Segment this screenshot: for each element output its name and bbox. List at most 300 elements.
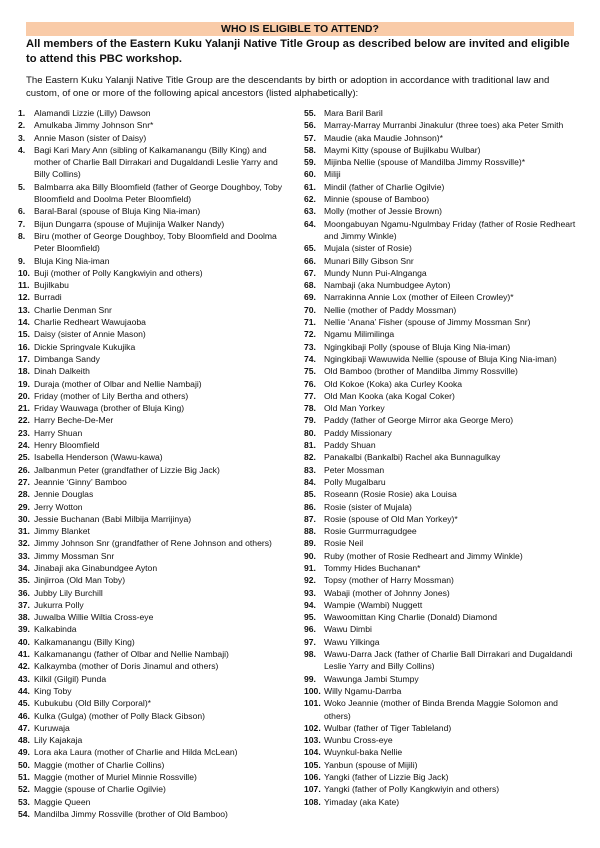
- item-number: 106.: [304, 772, 321, 783]
- ancestor-list-item: [304, 193, 584, 205]
- ancestor-name: Mandilba Jimmy Rossville (brother of Old Bamboo): [34, 808, 228, 819]
- ancestor-name: Minnie (spouse of Bamboo): [324, 194, 430, 205]
- ancestor-name: Lily Kajakaja: [34, 735, 83, 746]
- item-number: 23.: [18, 427, 30, 438]
- ancestor-list-right: [304, 107, 584, 808]
- item-number: 90.: [304, 550, 316, 561]
- ancestor-name: Rosie (spouse of Old Man Yorkey)*: [324, 513, 458, 524]
- item-number: 27.: [18, 476, 30, 487]
- ancestor-list-item: [304, 353, 584, 365]
- ancestor-list-item: [18, 144, 294, 181]
- ancestor-list-item: [18, 304, 294, 316]
- ancestor-name: Buji (mother of Polly Kangkwiyin and others): [34, 267, 203, 278]
- item-number: 88.: [304, 526, 316, 537]
- ancestor-name: Jinabaji aka Ginabundgee Ayton: [34, 562, 158, 573]
- item-number: 4.: [18, 144, 26, 155]
- ancestor-list-item: [304, 796, 584, 808]
- ancestor-name: Jimmy Mossman Snr: [34, 550, 115, 561]
- item-number: 30.: [18, 513, 30, 524]
- item-number: 41.: [18, 649, 30, 660]
- item-number: 13.: [18, 304, 30, 315]
- ancestor-name: Maggie Queen: [34, 796, 91, 807]
- ancestor-list-item: [18, 390, 294, 402]
- ancestor-name: Yanbun (spouse of Mijili): [324, 759, 418, 770]
- ancestor-list-item: [18, 746, 294, 758]
- ancestor-list-item: [304, 316, 584, 328]
- ancestor-name: Bagi Kari Mary Ann (sibling of Kalkamanangu (Billy King) and mother of Charlie Ball Dirrakari and Dugaldandi Leslie Yarry and Billy Collins): [34, 144, 278, 180]
- ancestor-list-item: [304, 378, 584, 390]
- item-number: 76.: [304, 378, 316, 389]
- item-number: 87.: [304, 513, 316, 524]
- ancestor-name: Woko Jeannie (mother of Binda Brenda Maggie Solomon and others): [324, 698, 558, 721]
- item-number: 47.: [18, 722, 30, 733]
- ancestor-list-item: [304, 242, 584, 254]
- ancestor-name: Narrakinna Annie Lox (mother of Eileen Crowley)*: [324, 292, 514, 303]
- ancestor-name: Maggie (mother of Muriel Minnie Rossville): [34, 772, 197, 783]
- item-number: 79.: [304, 415, 316, 426]
- ancestor-list-item: [304, 144, 584, 156]
- ancestor-list-item: [18, 587, 294, 599]
- ancestor-list-item: [18, 550, 294, 562]
- ancestor-list-item: [304, 611, 584, 623]
- item-number: 85.: [304, 489, 316, 500]
- item-number: 99.: [304, 673, 316, 684]
- item-number: 40.: [18, 636, 30, 647]
- invitation-statement: All members of the Eastern Kuku Yalanji Native Title Group as described below are invited and eligible to attend this PBC workshop.: [26, 38, 570, 65]
- item-number: 97.: [304, 636, 316, 647]
- item-number: 59.: [304, 157, 316, 168]
- item-number: 93.: [304, 587, 316, 598]
- ancestor-name: Ngingkibaji Wawuwida Nellie (spouse of Bluja King Nia-iman): [324, 353, 557, 364]
- ancestor-list-item: [18, 378, 294, 390]
- ancestor-list-item: [304, 623, 584, 635]
- ancestor-name: Mundy Nunn Pui-Alnganga: [324, 267, 427, 278]
- item-number: 80.: [304, 427, 316, 438]
- ancestor-name: Isabella Henderson (Wawu-kawa): [34, 452, 163, 463]
- item-number: 56.: [304, 120, 316, 131]
- item-number: 52.: [18, 784, 30, 795]
- ancestor-list-item: [18, 279, 294, 291]
- ancestor-name: Harry Shuan: [34, 427, 83, 438]
- ancestor-name: Rosie Neil: [324, 538, 364, 549]
- item-number: 31.: [18, 526, 30, 537]
- ancestor-list-item: [304, 722, 584, 734]
- ancestor-name: Wawu Dimbi: [324, 624, 372, 635]
- item-number: 24.: [18, 440, 30, 451]
- ancestor-list-item: [304, 562, 584, 574]
- item-number: 21.: [18, 403, 30, 414]
- ancestor-list-item: [18, 685, 294, 697]
- ancestor-list-item: [18, 451, 294, 463]
- ancestor-list-item: [304, 574, 584, 586]
- ancestor-list-item: [18, 402, 294, 414]
- item-number: 28.: [18, 489, 30, 500]
- ancestor-name: Maymi Kitty (spouse of Bujilkabu Wulbar): [324, 144, 481, 155]
- ancestor-name: Willy Ngamu-Darrba: [324, 685, 402, 696]
- ancestor-list-item: [18, 316, 294, 328]
- ancestor-name: Daisy (sister of Annie Mason): [34, 329, 146, 340]
- item-number: 29.: [18, 501, 30, 512]
- ancestor-list-item: [304, 168, 584, 180]
- ancestor-name: Juwalba Willie Wiltia Cross-eye: [34, 612, 154, 623]
- item-number: 84.: [304, 476, 316, 487]
- ancestor-name: Alamandi Lizzie (Lilly) Dawson: [34, 108, 151, 118]
- ancestor-list-item: [18, 119, 294, 131]
- ancestor-name: Yangki (father of Lizzie Big Jack): [324, 772, 449, 783]
- item-number: 89.: [304, 538, 316, 549]
- item-number: 86.: [304, 501, 316, 512]
- ancestor-list-item: [304, 132, 584, 144]
- item-number: 1.: [18, 108, 26, 118]
- ancestor-name: Duraja (mother of Olbar and Nellie Nambaji): [34, 378, 202, 389]
- ancestor-list-item: [304, 771, 584, 783]
- item-number: 50.: [18, 759, 30, 770]
- ancestor-list-item: [18, 537, 294, 549]
- ancestor-name: Bujilkabu: [34, 280, 69, 291]
- item-number: 81.: [304, 440, 316, 451]
- item-number: 55.: [304, 108, 316, 118]
- ancestor-name: Wawunga Jambi Stumpy: [324, 673, 419, 684]
- item-number: 83.: [304, 464, 316, 475]
- ancestor-name: Ngingkibaji Polly (spouse of Bluja King Nia-iman): [324, 341, 511, 352]
- ancestor-list-item: [18, 611, 294, 623]
- ancestor-name: Nellie (mother of Paddy Mossman): [324, 304, 457, 315]
- ancestor-name: Ngamu Milimilinga: [324, 329, 395, 340]
- ancestor-name: Amulkaba Jimmy Johnson Snr*: [34, 120, 154, 131]
- ancestor-list-item: [304, 427, 584, 439]
- item-number: 46.: [18, 710, 30, 721]
- ancestor-name: King Toby: [34, 685, 72, 696]
- ancestor-list-item: [18, 648, 294, 660]
- ancestor-list-item: [304, 390, 584, 402]
- ancestor-name: Wuynkul-baka Nellie: [324, 747, 403, 758]
- ancestor-name: Jeannie ‘Ginny’ Bamboo: [34, 476, 127, 487]
- ancestor-list-item: [304, 501, 584, 513]
- item-number: 98.: [304, 649, 316, 660]
- item-number: 45.: [18, 698, 30, 709]
- item-number: 9.: [18, 255, 26, 266]
- ancestor-name: Wampie (Wambi) Nuggett: [324, 599, 423, 610]
- ancestor-list-item: [304, 156, 584, 168]
- ancestor-list-item: [18, 759, 294, 771]
- item-number: 51.: [18, 772, 30, 783]
- item-number: 48.: [18, 735, 30, 746]
- ancestor-name: Kalkamanangu (father of Olbar and Nellie Nambaji): [34, 649, 229, 660]
- ancestor-name: Paddy (father of George Mirror aka George Mero): [324, 415, 514, 426]
- ancestor-list-item: [304, 746, 584, 758]
- ancestor-name: Mindil (father of Charlie Ogilvie): [324, 181, 445, 192]
- ancestor-list-item: [18, 599, 294, 611]
- ancestor-list-item: [304, 464, 584, 476]
- ancestor-list-item: [304, 734, 584, 746]
- ancestor-name: Kubukubu (Old Billy Corporal)*: [34, 698, 152, 709]
- item-number: 14.: [18, 317, 30, 328]
- ancestor-list-item: [18, 181, 294, 206]
- ancestor-name: Rosie Gurrmurragudgee: [324, 526, 417, 537]
- ancestor-list-item: [18, 255, 294, 267]
- ancestor-name: Munari Billy Gibson Snr: [324, 255, 414, 266]
- ancestor-name: Jukurra Polly: [34, 599, 84, 610]
- ancestor-list-item: [18, 562, 294, 574]
- item-number: 69.: [304, 292, 316, 303]
- item-number: 6.: [18, 206, 26, 217]
- ancestor-list-item: [18, 107, 294, 119]
- ancestor-list-item: [18, 341, 294, 353]
- ancestor-name: Panakalbi (Bankalbi) Rachel aka Bunnagulkay: [324, 452, 501, 463]
- ancestor-list-item: [18, 673, 294, 685]
- ancestor-name: Friday Wauwaga (brother of Bluja King): [34, 403, 185, 414]
- ancestor-name: Balmbarra aka Billy Bloomfield (father of George Doughboy, Toby Bloomfield and Doolma Peter Bloomfield): [34, 181, 283, 205]
- item-number: 103.: [304, 735, 321, 746]
- ancestor-list-item: [304, 648, 584, 673]
- item-number: 17.: [18, 353, 30, 364]
- item-number: 104.: [304, 747, 321, 758]
- ancestor-name: Old Bamboo (brother of Mandilba Jimmy Rossville): [324, 366, 518, 377]
- item-number: 67.: [304, 267, 316, 278]
- ancestor-list-item: [18, 328, 294, 340]
- ancestor-name: Maggie (mother of Charlie Collins): [34, 759, 165, 770]
- item-number: 33.: [18, 550, 30, 561]
- item-number: 18.: [18, 366, 30, 377]
- ancestor-name: Ruby (mother of Rosie Redheart and Jimmy Winkle): [324, 550, 523, 561]
- ancestor-list-item: [18, 513, 294, 525]
- item-number: 71.: [304, 317, 316, 328]
- item-number: 36.: [18, 587, 30, 598]
- ancestor-name: Topsy (mother of Harry Mossman): [324, 575, 454, 586]
- ancestor-name: Charlie Redheart Wawujaoba: [34, 317, 146, 328]
- ancestor-name: Jinjirroa (Old Man Toby): [34, 575, 126, 586]
- ancestor-list-item: [304, 550, 584, 562]
- ancestor-name: Maudie (aka Maudie Johnson)*: [324, 132, 443, 143]
- item-number: 35.: [18, 575, 30, 586]
- item-number: 61.: [304, 181, 316, 192]
- ancestor-list-item: [304, 439, 584, 451]
- item-number: 96.: [304, 624, 316, 635]
- ancestor-name: Wawoomittan King Charlie (Donald) Diamond: [324, 612, 498, 623]
- ancestor-name: Marray-Marray Murranbi Jinakulur (three toes) aka Peter Smith: [324, 120, 564, 131]
- ancestor-list-item: [304, 304, 584, 316]
- ancestor-list-item: [18, 636, 294, 648]
- ancestor-list-item: [304, 279, 584, 291]
- item-number: 107.: [304, 784, 321, 795]
- ancestor-name: Baral-Baral (spouse of Bluja King Nia-iman): [34, 206, 201, 217]
- ancestor-list-item: [304, 488, 584, 500]
- ancestor-name: Bluja King Nia-iman: [34, 255, 110, 266]
- item-number: 10.: [18, 267, 30, 278]
- ancestor-list-item: [18, 353, 294, 365]
- ancestor-name: Yimaday (aka Kate): [324, 796, 400, 807]
- ancestor-name: Jessie Buchanan (Babi Milbija Marrijinya): [34, 513, 192, 524]
- item-number: 22.: [18, 415, 30, 426]
- item-number: 75.: [304, 366, 316, 377]
- ancestor-list-item: [18, 365, 294, 377]
- ancestor-list-item: [18, 439, 294, 451]
- ancestor-name: Dinah Dalkeith: [34, 366, 90, 377]
- item-number: 54.: [18, 808, 30, 819]
- item-number: 43.: [18, 673, 30, 684]
- group-description: The Eastern Kuku Yalanji Native Title Group are the descendants by birth or adoption in accordance with traditional law and custom, of one or more of the following apical ancestors (listed alphabetically):: [26, 75, 550, 99]
- ancestor-name: Wawu-Darra Jack (father of Charlie Ball Dirrakari and Dugaldandi Leslie Yarry and Billy Collins): [324, 649, 573, 672]
- ancestor-name: Kalkabinda: [34, 624, 77, 635]
- ancestor-list-item: [18, 525, 294, 537]
- item-number: 53.: [18, 796, 30, 807]
- item-number: 94.: [304, 599, 316, 610]
- item-number: 95.: [304, 612, 316, 623]
- item-number: 72.: [304, 329, 316, 340]
- ancestor-name: Jerry Wotton: [34, 501, 83, 512]
- item-number: 70.: [304, 304, 316, 315]
- ancestor-list-item: [304, 414, 584, 426]
- ancestor-name: Wabaji (mother of Johnny Jones): [324, 587, 450, 598]
- ancestor-list-item: [304, 599, 584, 611]
- ancestor-name: Old Man Yorkey: [324, 403, 385, 414]
- ancestor-name: Tommy Hides Buchanan*: [324, 562, 421, 573]
- ancestor-list-item: [18, 501, 294, 513]
- ancestor-list-item: [18, 710, 294, 722]
- ancestor-name: Kilkil (Gilgil) Punda: [34, 673, 107, 684]
- ancestor-name: Roseann (Rosie Rosie) aka Louisa: [324, 489, 457, 500]
- item-number: 82.: [304, 452, 316, 463]
- ancestor-name: Old Man Kooka (aka Kogal Coker): [324, 390, 455, 401]
- item-number: 25.: [18, 452, 30, 463]
- item-number: 100.: [304, 685, 321, 696]
- ancestor-list-item: [18, 697, 294, 709]
- ancestor-name: Jimmy Johnson Snr (grandfather of Rene Johnson and others): [34, 538, 272, 549]
- ancestor-name: Charlie Denman Snr: [34, 304, 112, 315]
- item-number: 20.: [18, 390, 30, 401]
- ancestor-name: Yangki (father of Polly Kangkwiyin and others): [324, 784, 500, 795]
- item-number: 58.: [304, 144, 316, 155]
- ancestor-name: Mujala (sister of Rosie): [324, 243, 412, 254]
- ancestor-list-item: [304, 587, 584, 599]
- item-number: 60.: [304, 169, 316, 180]
- item-number: 3.: [18, 132, 26, 143]
- ancestor-list-item: [304, 341, 584, 353]
- ancestor-name: Jalbanmun Peter (grandfather of Lizzie Big Jack): [34, 464, 220, 475]
- item-number: 77.: [304, 390, 316, 401]
- item-number: 19.: [18, 378, 30, 389]
- ancestor-list-item: [18, 623, 294, 635]
- ancestor-list-item: [304, 783, 584, 795]
- ancestor-list-item: [18, 574, 294, 586]
- ancestor-name: Biru (mother of George Doughboy, Toby Bloomfield and Doolma Peter Bloomfield): [34, 230, 277, 254]
- item-number: 32.: [18, 538, 30, 549]
- ancestor-list-item: [304, 218, 584, 243]
- item-number: 39.: [18, 624, 30, 635]
- ancestor-list-left: [18, 107, 294, 820]
- item-number: 57.: [304, 132, 316, 143]
- ancestor-name: Wunbu Cross-eye: [324, 735, 393, 746]
- ancestor-name: Moongabuyan Ngamu-Ngulmbay Friday (father of Rosie Redheart and Jimmy Winkle): [324, 218, 576, 241]
- item-number: 66.: [304, 255, 316, 266]
- item-number: 15.: [18, 329, 30, 340]
- ancestor-name: Jubby Lily Burchill: [34, 587, 103, 598]
- item-number: 105.: [304, 759, 321, 770]
- ancestor-name: Kalkamanangu (Billy King): [34, 636, 135, 647]
- ancestor-list-item: [304, 365, 584, 377]
- ancestor-list-item: [18, 230, 294, 255]
- ancestor-name: Molly (mother of Jessie Brown): [324, 206, 442, 217]
- ancestor-name: Kuruwaja: [34, 722, 70, 733]
- item-number: 42.: [18, 661, 30, 672]
- ancestor-name: Old Kokoe (Koka) aka Curley Kooka: [324, 378, 463, 389]
- item-number: 12.: [18, 292, 30, 303]
- item-number: 102.: [304, 722, 321, 733]
- ancestor-list-item: [18, 734, 294, 746]
- item-number: 62.: [304, 194, 316, 205]
- item-number: 37.: [18, 599, 30, 610]
- item-number: 8.: [18, 230, 26, 241]
- ancestor-list-item: [304, 697, 584, 722]
- item-number: 91.: [304, 562, 316, 573]
- ancestor-list-item: [18, 488, 294, 500]
- ancestor-name: Bijun Dungarra (spouse of Mujinija Walker Nandy): [34, 218, 225, 229]
- item-number: 49.: [18, 747, 30, 758]
- ancestor-name: Maggie (spouse of Charlie Ogilvie): [34, 784, 166, 795]
- ancestor-list-item: [304, 537, 584, 549]
- item-number: 64.: [304, 218, 316, 229]
- ancestor-list-item: [304, 107, 584, 119]
- ancestor-list-item: [18, 722, 294, 734]
- ancestor-name: Wawu Yilkinga: [324, 636, 380, 647]
- ancestor-list-item: [18, 427, 294, 439]
- ancestor-name: Paddy Missionary: [324, 427, 392, 438]
- ancestor-name: Kulka (Gulga) (mother of Polly Black Gibson): [34, 710, 205, 721]
- item-number: 16.: [18, 341, 30, 352]
- ancestor-list-item: [18, 783, 294, 795]
- ancestor-name: Mijinba Nellie (spouse of Mandilba Jimmy Rossville)*: [324, 157, 526, 168]
- ancestor-list-item: [18, 132, 294, 144]
- item-number: 11.: [18, 280, 30, 291]
- ancestor-name: Dickie Springvale Kukujika: [34, 341, 136, 352]
- ancestor-list-item: [304, 673, 584, 685]
- ancestor-name: Dimbanga Sandy: [34, 353, 100, 364]
- ancestor-name: Nambaji (aka Numbudgee Ayton): [324, 280, 451, 291]
- ancestor-name: Peter Mossman: [324, 464, 385, 475]
- ancestor-list-item: [18, 660, 294, 672]
- ancestor-name: Lora aka Laura (mother of Charlie and Hilda McLean): [34, 747, 238, 758]
- ancestor-list-item: [304, 513, 584, 525]
- item-number: 5.: [18, 181, 26, 192]
- ancestor-name: Nellie ‘Anana’ Fisher (spouse of Jimmy Mossman Snr): [324, 317, 531, 328]
- ancestor-name: Miliji: [324, 169, 341, 180]
- ancestor-list-item: [18, 291, 294, 303]
- ancestor-name: Kalkaymba (mother of Doris Jinamul and others): [34, 661, 219, 672]
- ancestor-list-item: [304, 181, 584, 193]
- ancestor-list-item: [18, 414, 294, 426]
- ancestor-list-item: [304, 636, 584, 648]
- item-number: 26.: [18, 464, 30, 475]
- item-number: 78.: [304, 403, 316, 414]
- ancestor-name: Harry Beche-De-Mer: [34, 415, 114, 426]
- ancestor-list-item: [18, 808, 294, 820]
- ancestor-name: Burradi: [34, 292, 62, 303]
- ancestor-list-item: [304, 291, 584, 303]
- ancestor-name: Henry Bloomfield: [34, 440, 100, 451]
- ancestor-name: Paddy Shuan: [324, 440, 376, 451]
- ancestor-name: Annie Mason (sister of Daisy): [34, 132, 147, 143]
- item-number: 92.: [304, 575, 316, 586]
- item-number: 108.: [304, 796, 321, 807]
- ancestor-list-item: [304, 685, 584, 697]
- item-number: 34.: [18, 562, 30, 573]
- ancestor-list-item: [304, 255, 584, 267]
- ancestor-list-item: [18, 205, 294, 217]
- ancestor-list-item: [18, 267, 294, 279]
- ancestor-list-item: [304, 328, 584, 340]
- ancestor-name: Polly Mugalbaru: [324, 476, 386, 487]
- item-number: 7.: [18, 218, 26, 229]
